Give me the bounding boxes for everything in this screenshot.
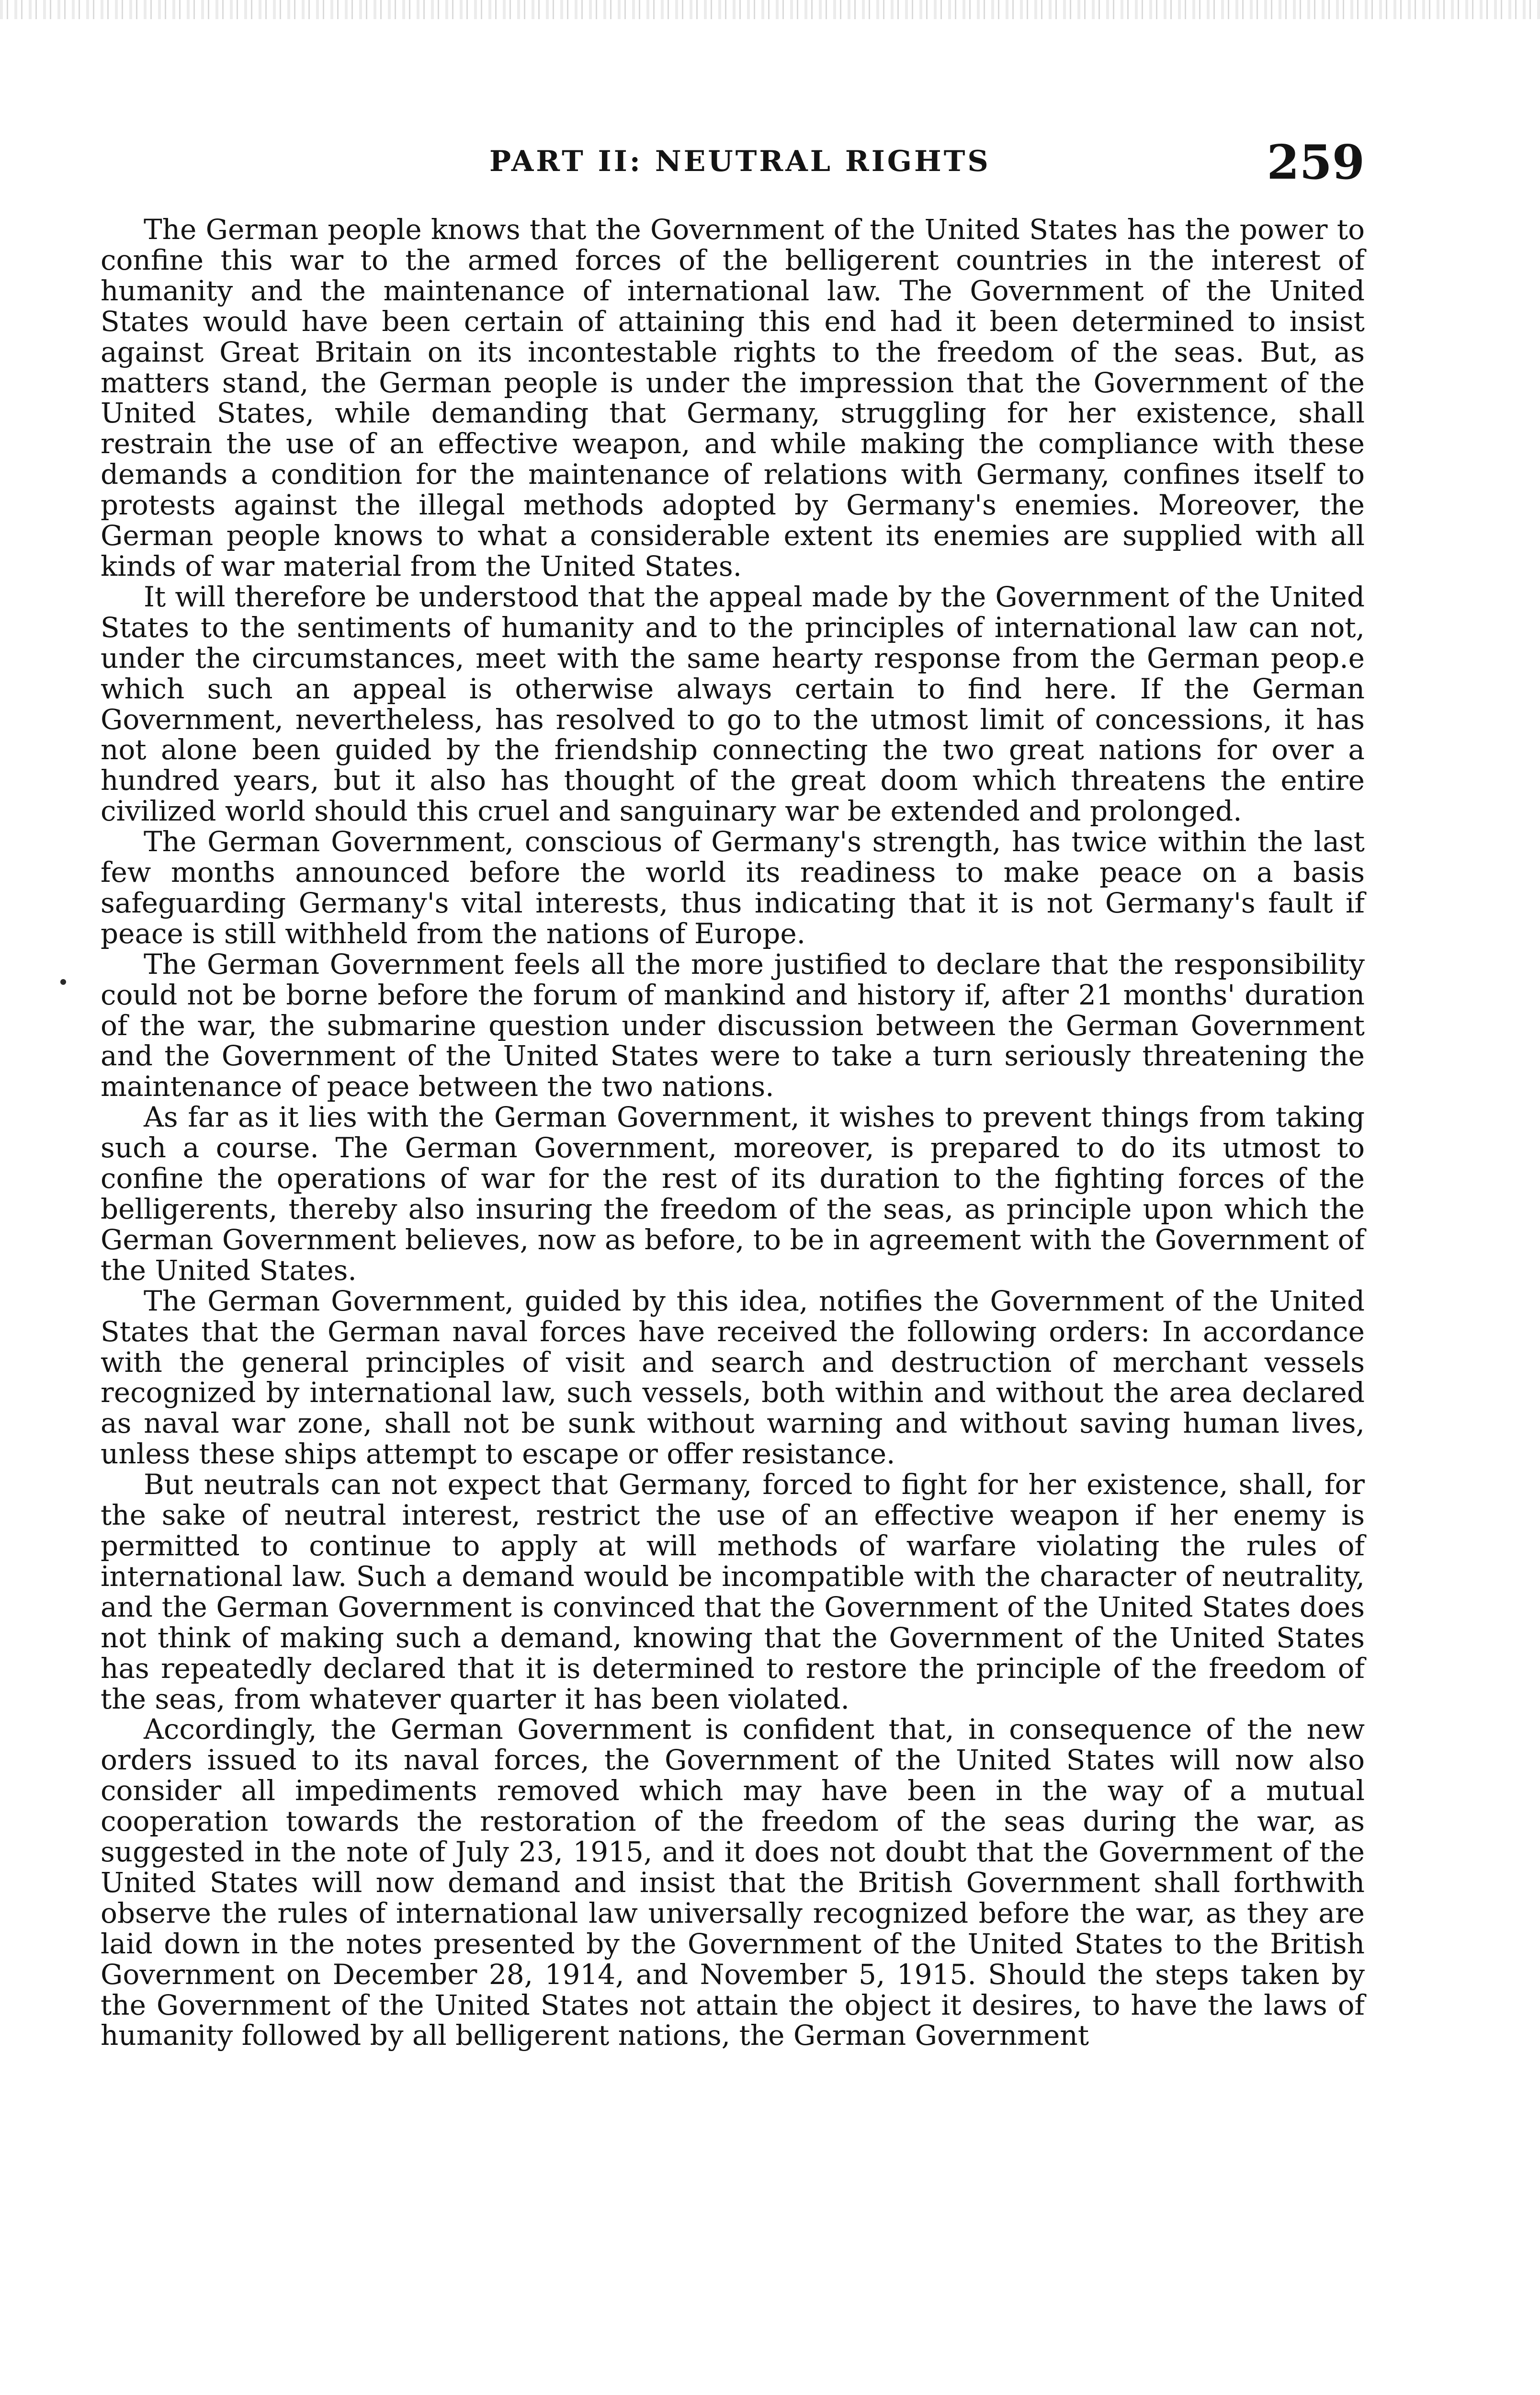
paragraph: But neutrals can not expect that Germany, forced to fight for her existence, shall, for the sake of neutral interest, restrict the use of an effective weapon if her enemy is permitted to continue to apply at will methods of warfare violating the rules of international law. Such a demand would be incompatible with the character of neutrality, and the German Government is convinced that the Government of the United States does not think of making such a demand, knowing that the Government of the United States has repeatedly declared that it is determined to restore the principle of the freedom of the seas, from whatever quarter it has been violated. bbox=[101, 1468, 1365, 1715]
running-head: PART II: NEUTRAL RIGHTS bbox=[489, 145, 991, 178]
page-number: 259 bbox=[1267, 135, 1365, 190]
paragraph: The German Government, conscious of Germany's strength, has twice within the last few months announced before the world its readiness to make peace on a basis safeguarding Germany's vital interests, thus indicating that it is not Germany's fault if peace is still withheld from the nations of Europe. bbox=[101, 825, 1365, 950]
margin-mark bbox=[60, 979, 66, 985]
paragraph: As far as it lies with the German Government, it wishes to prevent things from taking such a course. The German Government, moreover, is prepared to do its utmost to confine the operations of war for the rest of its duration to the fighting forces of the belligerents, thereby also insuring the freedom of the seas, as principle upon which the German Government believes, now as before, to be in agreement with the Government of the United States. bbox=[101, 1101, 1365, 1287]
paragraph: The German Government feels all the more justified to declare that the responsibility could not be borne before the forum of mankind and history if, after 21 months' duration of the war, the submarine question under discussion between the German Government and the Government of the United States were to take a turn seriously threatening the maintenance of peace between the two nations. bbox=[101, 947, 1365, 1103]
page-header bbox=[101, 135, 1365, 193]
body-text bbox=[101, 215, 1365, 2051]
paragraph: The German Government, guided by this idea, notifies the Government of the United States that the German naval forces have received the following orders: In accordance with the general principles of visit and search and destruction of merchant vessels recognized by international law, such vessels, both within and without the area declared as naval war zone, shall not be sunk without warning and without saving human lives, unless these ships attempt to escape or offer resistance. bbox=[101, 1284, 1365, 1471]
paragraph: It will therefore be understood that the appeal made by the Government of the United States to the sentiments of humanity and to the principles of international law can not, under the circumstances, meet with the same hearty response from the German peop.e which such an appeal is otherwise always certain to find here. If the German Government, nevertheless, has resolved to go to the utmost limit of concessions, it has not alone been guided by the friendship connecting the two great nations for over a hundred years, but it also has thought of the great doom which threatens the entire civilized world should this cruel and sanguinary war be extended and prolonged. bbox=[101, 580, 1365, 828]
scan-edge-noise bbox=[0, 0, 1540, 19]
paragraph: Accordingly, the German Government is confident that, in consequence of the new orders issued to its naval forces, the Government of the United States will now also consider all impediments removed which may have been in the way of a mutual cooperation towards the restoration of the freedom of the seas during the war, as suggested in the note of July 23, 1915, and it does not doubt that the Government of the United States will now demand and insist that the British Government shall forthwith observe the rules of international law universally recognized before the war, as they are laid down in the notes presented by the Government of the United States to the British Government on December 28, 1914, and November 5, 1915. Should the steps taken by the Government of the United States not attain the object it desires, to have the laws of humanity followed by all belligerent nations, the German Government bbox=[101, 1713, 1365, 2052]
paragraph: The German people knows that the Government of the United States has the power to confine this war to the armed forces of the belligerent countries in the interest of humanity and the maintenance of international law. The Government of the United States would have been certain of attaining this end had it been determined to insist against Great Britain on its incontestable rights to the freedom of the seas. But, as matters stand, the German people is under the impression that the Government of the United States, while demanding that Germany, struggling for her existence, shall restrain the use of an effective weapon, and while making the compliance with these demands a condition for the maintenance of relations with Germany, confines itself to protests against the illegal methods adopted by Germany's enemies. Moreover, the German people knows to what a considerable extent its enemies are supplied with all kinds of war material from the United States. bbox=[101, 213, 1365, 582]
